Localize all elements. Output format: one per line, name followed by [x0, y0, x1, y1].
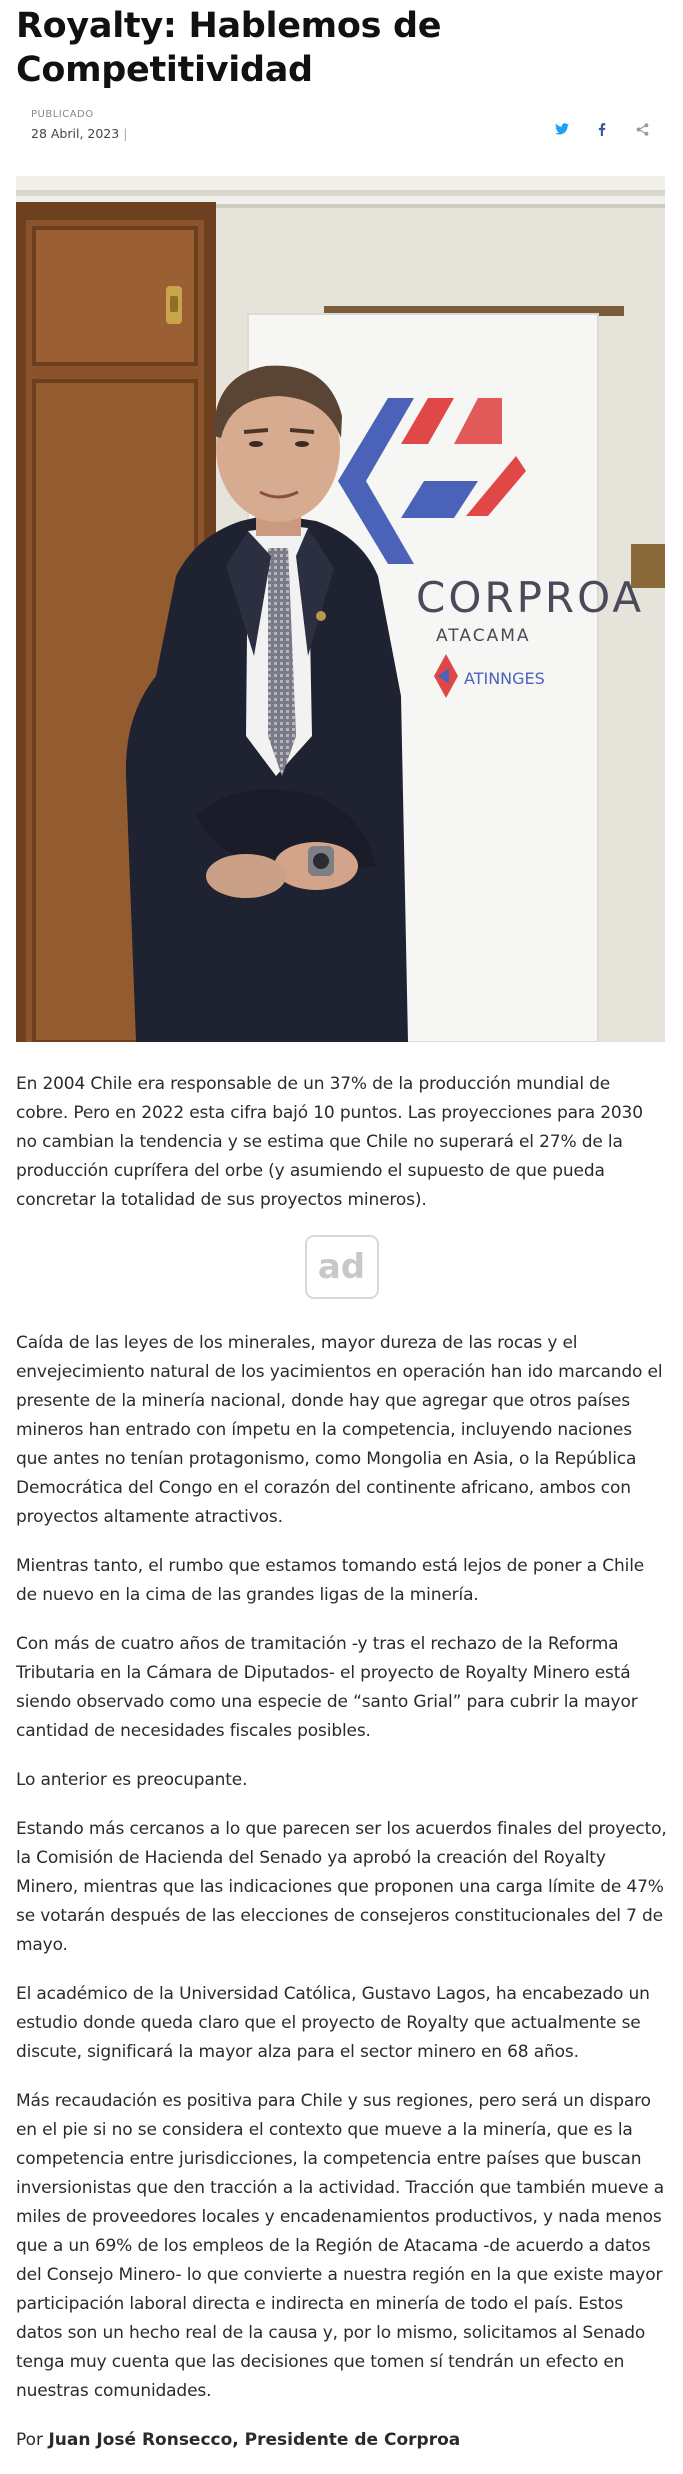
paragraph-7: El académico de la Universidad Católica, Gustavo Lagos, ha encabezado un estudio donde queda claro que el proyecto de Royalty que actualmente se discute, significará la mayor alza para el sector minero en 68 años.	[16, 1984, 650, 2062]
ad-placeholder[interactable]: ad	[305, 1235, 379, 1299]
paragraph-3: Mientras tanto, el rumbo que estamos tomando está lejos de poner a Chile de nuevo en la cima de las grandes ligas de la minería.	[16, 1556, 645, 1605]
paragraph-8: Más recaudación es positiva para Chile y sus regiones, pero será un disparo en el pie si no se considera el contexto que mueve a la minería, que es la competencia entre jurisdicciones, la competencia entre países que buscan inversionistas que den tracción a la actividad. Tracción que también mueve a miles de proveedores locales y encadenamientos productivos, y nada menos que a un 69% de los empleos de la Región de Atacama -de acuerdo a datos del Consejo Minero- lo que convierte a nuestra región en la que existe mayor participación laboral directa e indirecta en minería de todo el país. Estos datos son un hecho real de la causa y, por lo mismo, solicitamos al Senado tenga muy cuenta que las decisiones que tomen sí tendrán un efecto en nuestras comunidades.	[16, 2091, 664, 2401]
paragraph-5: Lo anterior es preocupante.	[16, 1770, 248, 1790]
date-separator: |	[123, 126, 128, 141]
published-label: PUBLICADO	[31, 109, 94, 120]
banner-brand-text: CORPROA	[416, 573, 645, 622]
article-title: Royalty: Hablemos de Competitividad	[16, 6, 442, 90]
photo-illustration	[16, 176, 665, 1042]
paragraph-1: En 2004 Chile era responsable de un 37% de la producción mundial de cobre. Pero en 2022 esta cifra bajó 10 puntos. Las proyecciones para 2030 no cambian la tendencia y se estima que Chile no superará el 27% de la producción cuprífera del orbe (y asumiendo el supuesto de que pueda concretar la totalidad de sus proyectos mineros).	[16, 1074, 643, 1210]
byline-prefix: Por	[16, 2430, 44, 2450]
twitter-icon[interactable]	[553, 120, 571, 138]
banner-sub-text: ATACAMA	[436, 626, 531, 646]
share-icon[interactable]	[633, 120, 651, 138]
published-date-row	[31, 125, 127, 143]
article-meta	[16, 102, 667, 164]
published-date: 28 Abril, 2023	[31, 126, 120, 141]
byline	[16, 2426, 667, 2455]
article-photo	[16, 176, 665, 1042]
share-buttons	[553, 120, 651, 138]
facebook-icon[interactable]	[593, 120, 611, 138]
paragraph-2: Caída de las leyes de los minerales, mayor dureza de las rocas y el envejecimiento natural de los yacimientos en operación han ido marcando el presente de la minería nacional, donde hay que agregar que otros países mineros han entrado con ímpetu en la competencia, incluyendo naciones que antes no tenían protagonismo, como Mongolia en Asia, o la República Democrática del Congo en el corazón del continente africano, ambos con proyectos altamente atractivos.	[16, 1333, 663, 1527]
article-body	[16, 1042, 667, 2455]
publish-info	[31, 108, 127, 143]
ad-slot[interactable]	[16, 1235, 667, 1299]
banner-partner-text: ATINNGES	[464, 669, 545, 688]
paragraph-4: Con más de cuatro años de tramitación -y tras el rechazo de la Reforma Tributaria en la Cámara de Diputados- el proyecto de Royalty Minero está siendo observado como una especie de “santo Grial” para cubrir la mayor cantidad de necesidades fiscales posibles.	[16, 1634, 638, 1741]
byline-author: Juan José Ronsecco, Presidente de Corproa	[48, 2430, 461, 2450]
paragraph-6: Estando más cercanos a lo que parecen ser los acuerdos finales del proyecto, la Comisión de Hacienda del Senado ya aprobó la creación del Royalty Minero, mientras que las indicaciones que proponen una carga límite de 47% se votarán después de las elecciones de consejeros constitucionales del 7 de mayo.	[16, 1819, 667, 1955]
